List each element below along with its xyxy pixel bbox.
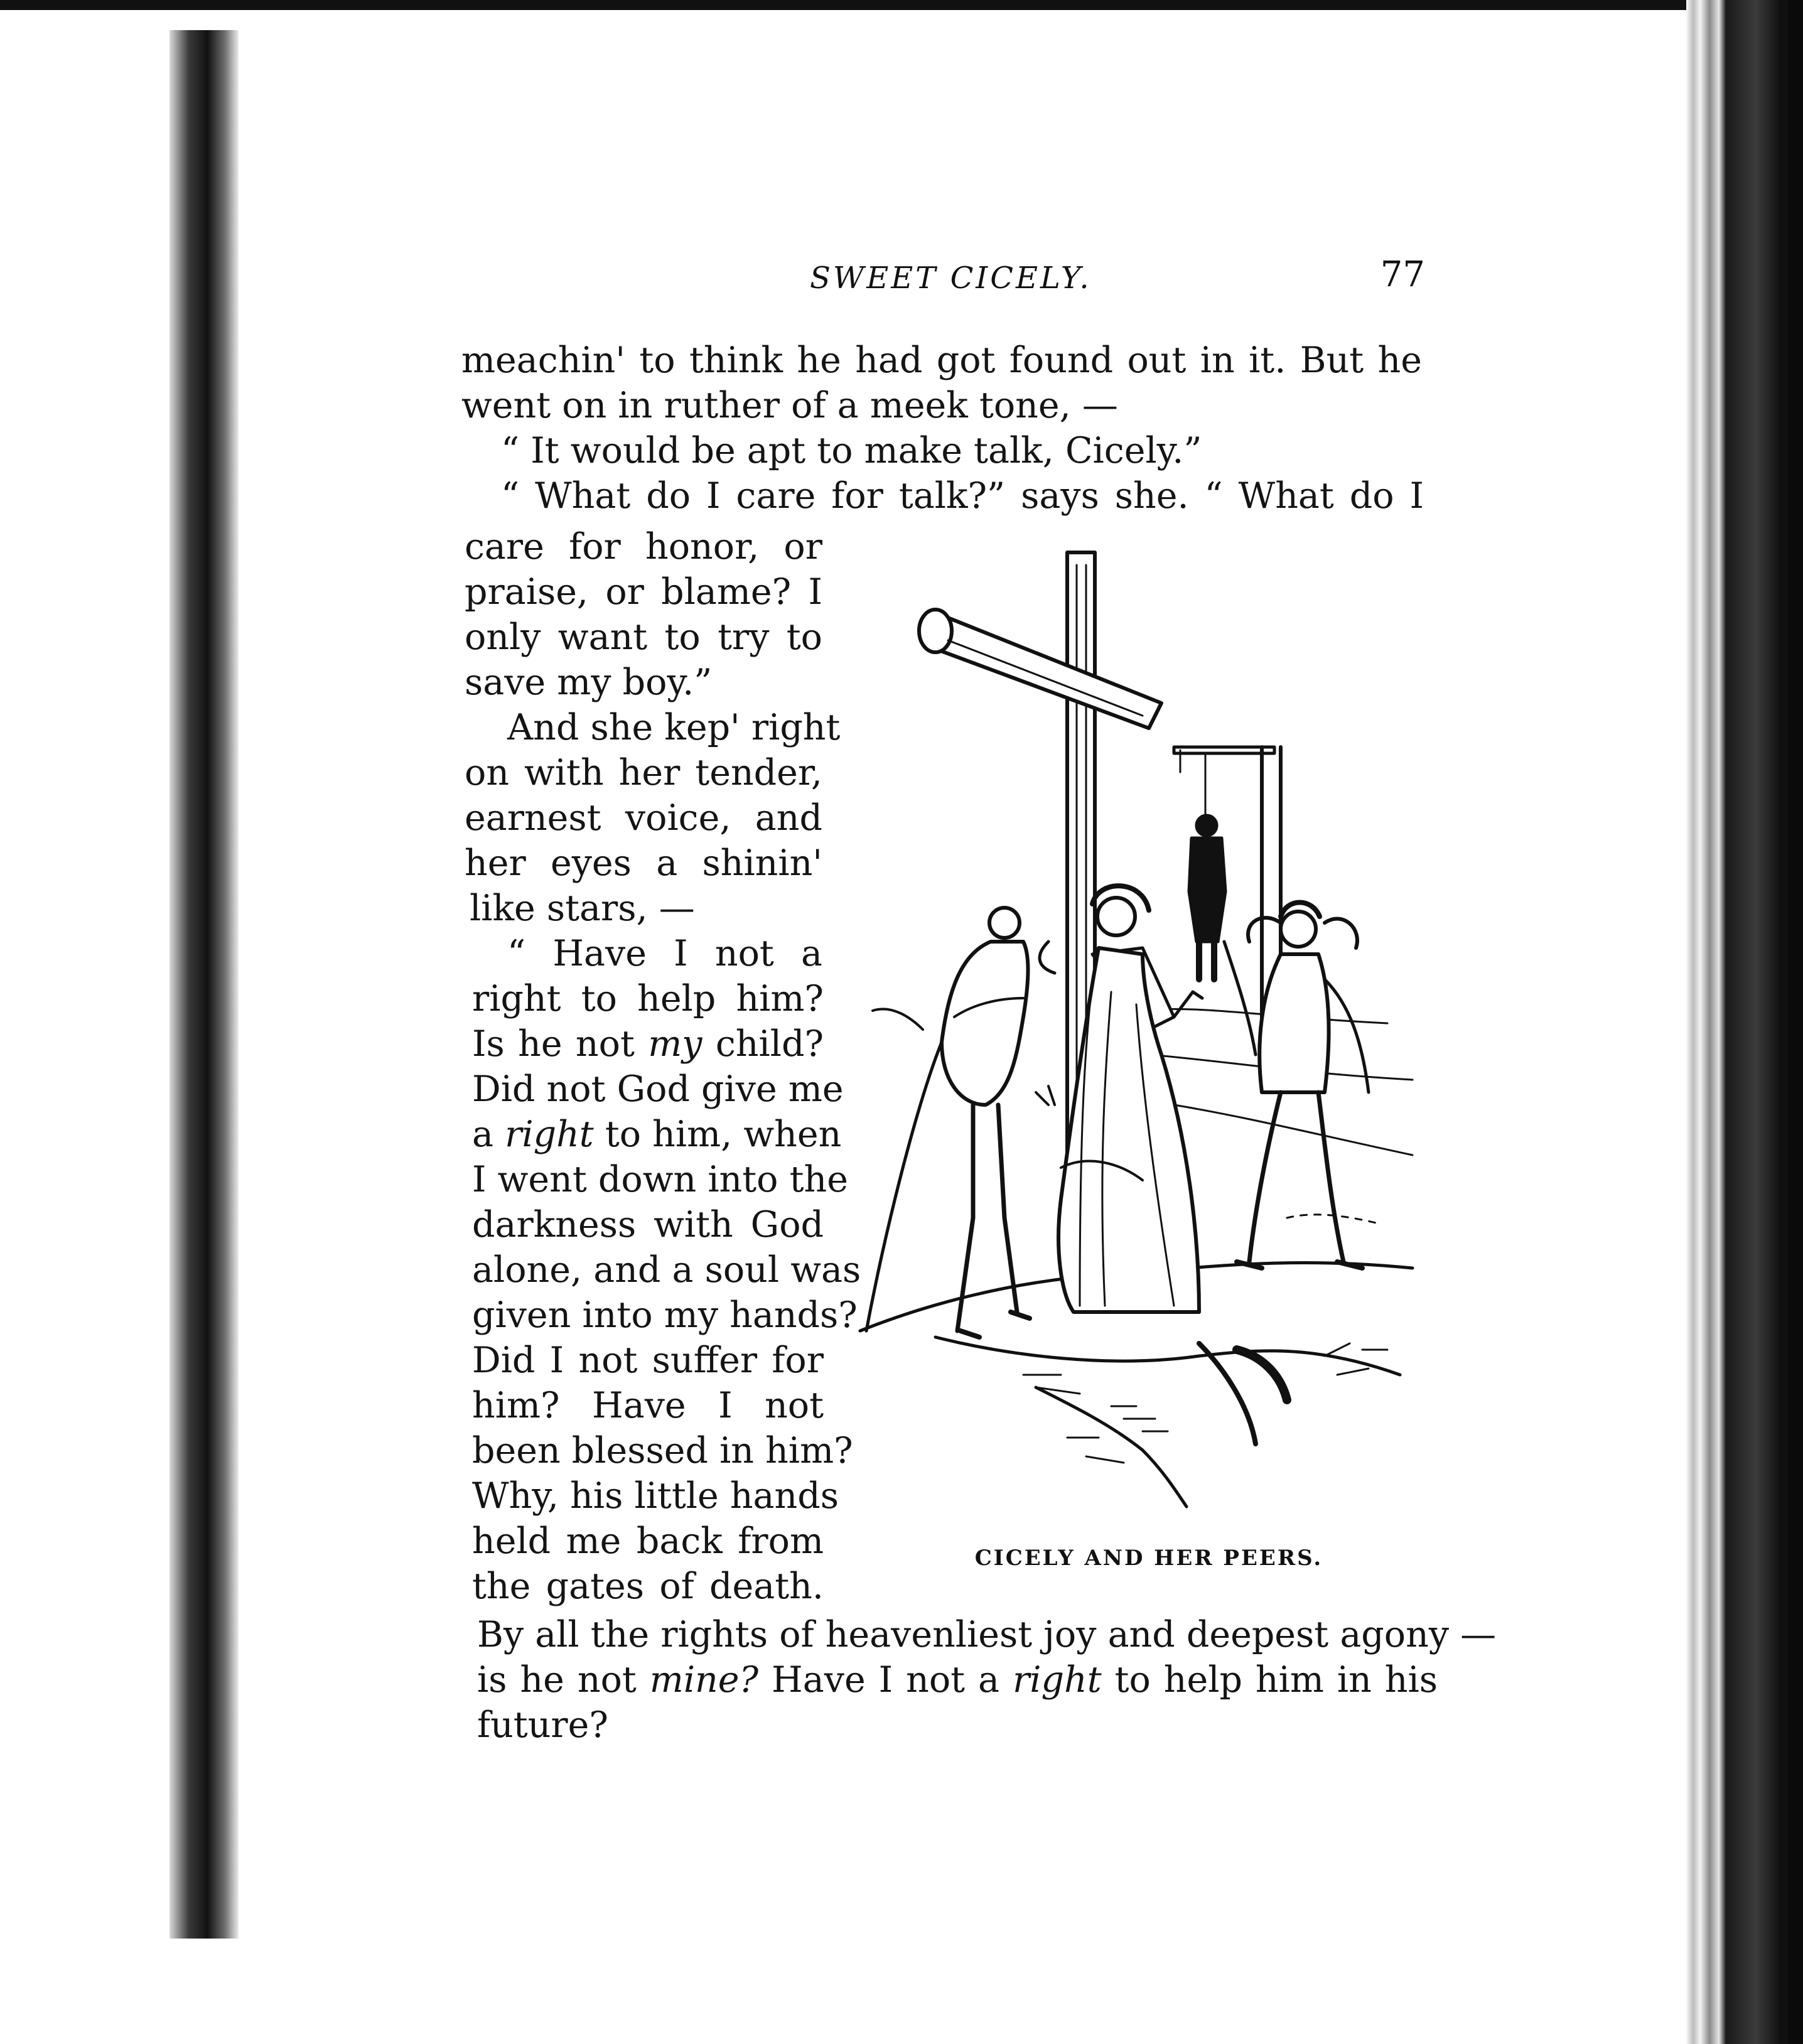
text-line: went on in ruther of a meek tone, — [461,385,1118,426]
text-line: like stars, — [470,888,695,929]
text-line: the gates of death. [472,1566,824,1607]
text-line: Did not God give me [472,1068,844,1110]
text-line: Did I not suffer for [472,1340,824,1381]
text-line [472,1021,824,1067]
text-line: darkness with God [472,1204,824,1245]
text-line: him? Have I not [472,1385,824,1426]
text-line: Why, his little hands [472,1475,839,1517]
scan-right-border [1788,0,1803,2044]
text-line: “ What do I care for talk?” says she. “ What do I [501,475,1424,517]
page-header [465,254,1425,304]
illustration-caption: CICELY AND HER PEERS. [974,1546,1323,1571]
text-line: alone, and a soul was [472,1249,861,1291]
text-line: “ It would be apt to make talk, Cicely.” [501,430,1202,471]
text-span: Is he not [472,1023,649,1065]
text-line: praise, or blame? I [465,571,822,613]
text-span: Have I not a [758,1659,1013,1701]
scan-top-edge [0,0,1803,10]
text-span: to him, when [593,1114,842,1155]
book-page-edges [1686,0,1803,2044]
emphasis: right [1013,1659,1102,1701]
text-line: earnest voice, and [465,797,822,839]
text-line [472,1112,842,1157]
text-line: save my boy.” [465,662,713,703]
text-line: By all the rights of heavenliest joy and deepest agony — [477,1614,1497,1655]
illustration-cicely-and-her-peers [848,540,1444,1532]
emphasis: right [505,1114,594,1155]
text-line: held me back from [472,1520,824,1562]
text-line: I went down into the [472,1159,848,1200]
text-line: on with her tender, [465,752,822,793]
text-line: And she kep' right [507,707,841,748]
text-line: “ Have I not a [507,933,822,974]
text-span: child? [702,1023,824,1065]
running-head: SWEET CICELY. [810,261,1092,296]
text-line [477,1657,1438,1702]
text-span: a [472,1114,505,1155]
page-number: 77 [1380,254,1425,295]
text-line: been blessed in him? [472,1430,853,1471]
text-line: care for honor, or [465,526,822,567]
text-line: her eyes a shinin' [465,842,822,884]
book-gutter [170,30,239,1939]
text-line: right to help him? [472,978,824,1019]
text-span: to help him in his [1101,1659,1438,1701]
text-line: future? [477,1704,608,1746]
text-line: meachin' to think he had got found out in it. But he [461,340,1422,381]
text-span: is he not [477,1659,650,1701]
emphasis: mine? [649,1659,759,1701]
emphasis: my [648,1023,702,1065]
text-line: only want to try to [465,616,822,658]
text-line: given into my hands? [472,1294,858,1336]
